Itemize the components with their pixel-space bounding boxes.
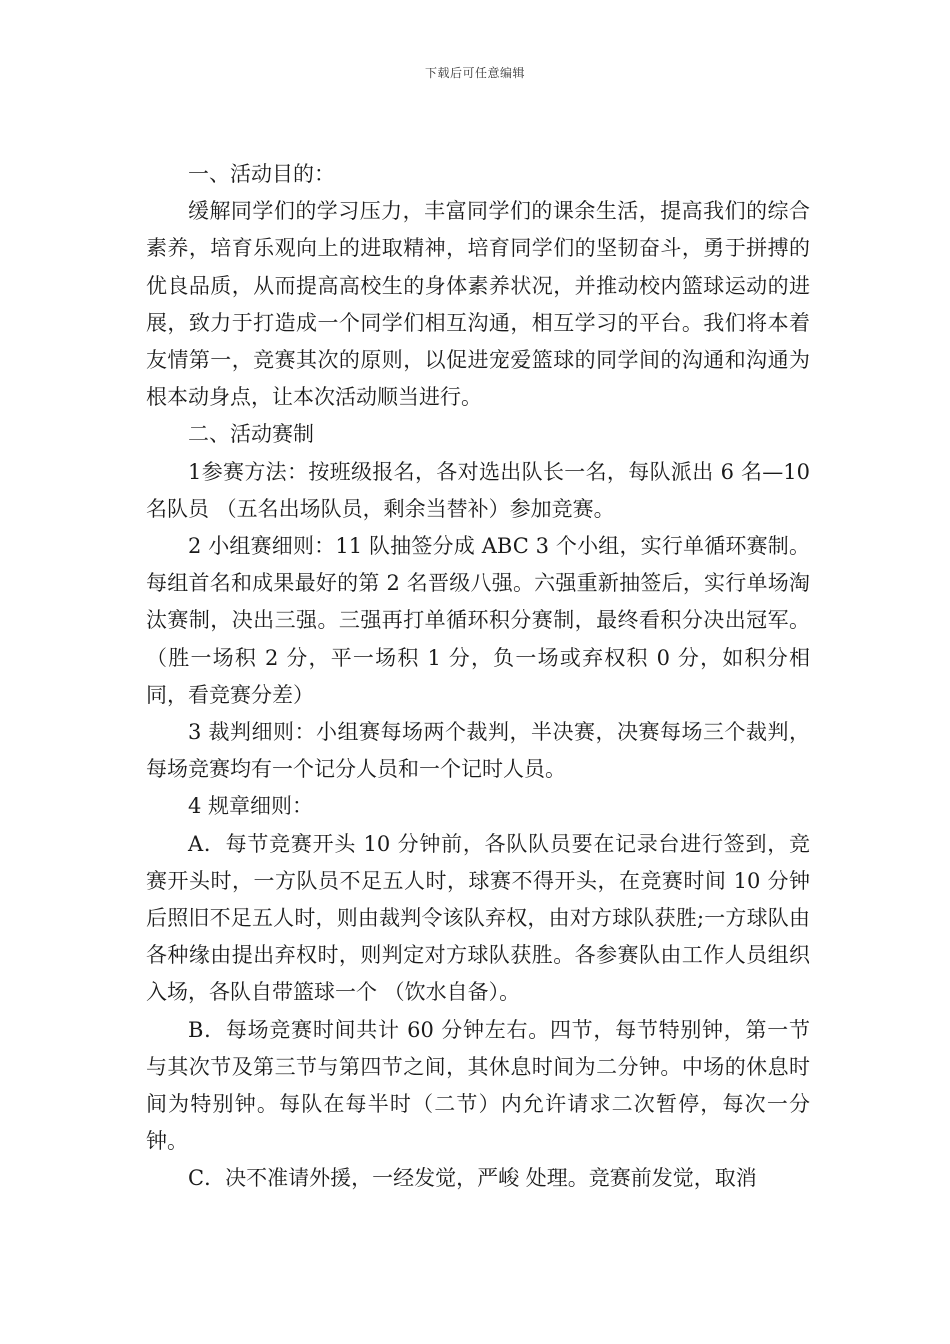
paragraph-entry-method: 1参赛方法：按班级报名，各对选出队长一名，每队派出 6 名—10 名队员 （五名出场队员，剩余当替补）参加竞赛。 <box>146 459 810 521</box>
page-header-note: 下载后可任意编辑 <box>424 66 525 80</box>
section-heading-format: 二、活动赛制 <box>188 422 314 447</box>
paragraph-rule-c: C．决不准请外援，一经发觉，严峻 处理。竞赛前发觉，取消 <box>188 1166 757 1191</box>
paragraph-group-rules: 2 小组赛细则：11 队抽签分成 ABC 3 个小组，实行单循环赛制。每组首名和成果最好的第 2 名晋级八强。六强重新抽签后，实行单场淘汰赛制，决出三强。三强再打单循环积分赛制，最终看积分决出冠军。（胜一场积 2 分，平一场积 1 分，负一场或弃权积 0 分，如积分相同，看竞赛分差） <box>146 534 810 707</box>
paragraph-referee-rules: 3 裁判细则：小组赛每场两个裁判，半决赛，决赛每场三个裁判，每场竞赛均有一个记分人员和一个记时人员。 <box>146 720 810 782</box>
document-body <box>146 156 810 1198</box>
section-heading-purpose: 一、活动目的： <box>188 162 335 186</box>
paragraph-rule-b: B．每场竞赛时间共计 60 分钟左右。四节，每节特别钟，第一节与其次节及第三节与第四节之间，其休息时间为二分钟。中场的休息时间为特别钟。每队在每半时（二节）内允许请求二次暂停，每次一分钟。 <box>146 1017 810 1154</box>
paragraph-rule-a: A．每节竞赛开头 10 分钟前，各队队员要在记录台进行签到，竞赛开头时，一方队员不足五人时，球赛不得开头，在竞赛时间 10 分钟后照旧不足五人时，则由裁判令该队弃权，由对方球队获胜;一方球队由各种缘由提出弃权时，则判定对方球队获胜。各参赛队由工作人员组织入场，各队自带篮球一个 （饮水自备）。 <box>146 831 810 1005</box>
paragraph-regulations-heading: 4 规章细则： <box>188 794 314 819</box>
paragraph-purpose: 缓解同学们的学习压力，丰富同学们的课余生活，提高我们的综合素养，培育乐观向上的进取精神，培育同学们的坚韧奋斗，勇于拼搏的优良品质，从而提高高校生的身体素养状况，并推动校内篮球运动的进展，致力于打造成一个同学们相互沟通，相互学习的平台。我们将本着友情第一，竞赛其次的原则，以促进宠爱篮球的同学间的沟通和沟通为根本动身点，让本次活动顺当进行。 <box>146 199 810 410</box>
